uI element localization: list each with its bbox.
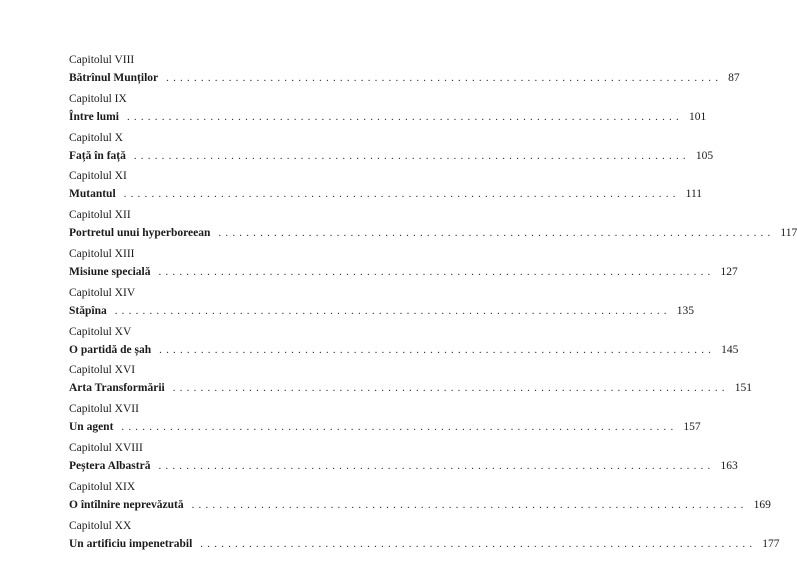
toc-entry [69,519,780,558]
dot-leader: ................................................................................ [191,498,748,511]
chapter-title: Mutantul [69,188,116,201]
toc-title-line [69,304,694,318]
page-number: 151 [734,382,752,395]
page-number: 169 [753,498,771,511]
dot-leader: ................................................................................ [158,265,715,278]
toc-entry [69,92,707,131]
chapter-label: Capitolul XVII [69,403,139,416]
chapter-label: Capitolul IX [69,92,127,105]
page-number: 101 [688,110,707,123]
chapter-title: Misiune specială [69,265,151,278]
toc-title-line [69,498,771,512]
chapter-title: Un artificiu impenetrabil [69,537,193,550]
page-number: 117 [780,227,797,240]
chapter-label: Capitolul X [69,131,123,144]
page-number: 177 [762,537,780,550]
chapter-label: Capitolul VIII [69,54,135,66]
chapter-label: Capitolul XVI [69,364,136,377]
toc-entry [69,286,694,325]
chapter-label: Capitolul XX [69,519,132,532]
chapter-label: Capitolul XII [69,209,131,222]
toc-entry [69,169,703,208]
chapter-label: Capitolul XIX [69,480,136,493]
toc-entry [69,325,739,364]
page-number: 127 [720,265,738,278]
dot-leader: ................................................................................ [159,343,716,356]
chapter-title: Peștera Albastră [69,459,151,472]
chapter-title: Între lumi [69,110,119,123]
toc-entry [69,208,797,247]
toc-title-line [69,71,740,85]
chapter-label: Capitolul XIII [69,247,135,260]
toc-title-line [69,537,780,551]
chapter-title: Un agent [69,421,114,434]
dot-leader: ................................................................................ [126,110,683,123]
chapter-title: Portretul unui hyperboreean [69,227,211,240]
chapter-title: O partidă de șah [69,343,152,356]
dot-leader: ................................................................................ [121,421,678,434]
toc-title-line [69,149,714,163]
toc-title-line [69,226,797,240]
chapter-label: Capitolul XVIII [69,441,143,454]
page-number: 111 [685,188,703,201]
dot-leader: ................................................................................ [133,149,690,162]
toc-entry [69,247,738,286]
chapter-title: Stăpîna [69,304,107,317]
page-number: 145 [721,343,739,356]
page-number: 87 [728,72,740,84]
page-number: 157 [683,421,701,434]
chapter-label: Capitolul XI [69,170,127,183]
toc-entry [69,363,752,402]
toc-title-line [69,420,701,434]
table-of-contents [69,53,797,557]
chapter-title: O întîlnire neprevăzută [69,498,184,511]
chapter-title: Arta Transformării [69,382,165,395]
dot-leader: ................................................................................ [166,72,723,84]
dot-leader: ................................................................................ [158,459,715,472]
toc-title-line [69,343,739,357]
dot-leader: ................................................................................ [200,537,757,550]
page-number: 163 [720,459,738,472]
toc-entry [69,441,738,480]
dot-leader: ................................................................................ [218,227,775,240]
toc-entry [69,53,740,92]
chapter-title: Față în față [69,149,126,162]
toc-title-line [69,265,738,279]
chapter-label: Capitolul XV [69,325,132,338]
chapter-title: Bătrînul Munților [69,72,159,84]
toc-title-line [69,381,752,395]
chapter-label: Capitolul XIV [69,286,136,299]
toc-entry [69,480,771,519]
page-number: 105 [695,149,714,162]
dot-leader: ................................................................................ [114,304,671,317]
toc-title-line [69,187,703,201]
page-number: 135 [676,304,694,317]
toc-entry [69,402,701,441]
dot-leader: ................................................................................ [172,382,729,395]
dot-leader: ................................................................................ [123,188,680,201]
toc-title-line [69,110,707,124]
toc-entry [69,131,714,170]
toc-title-line [69,459,738,473]
